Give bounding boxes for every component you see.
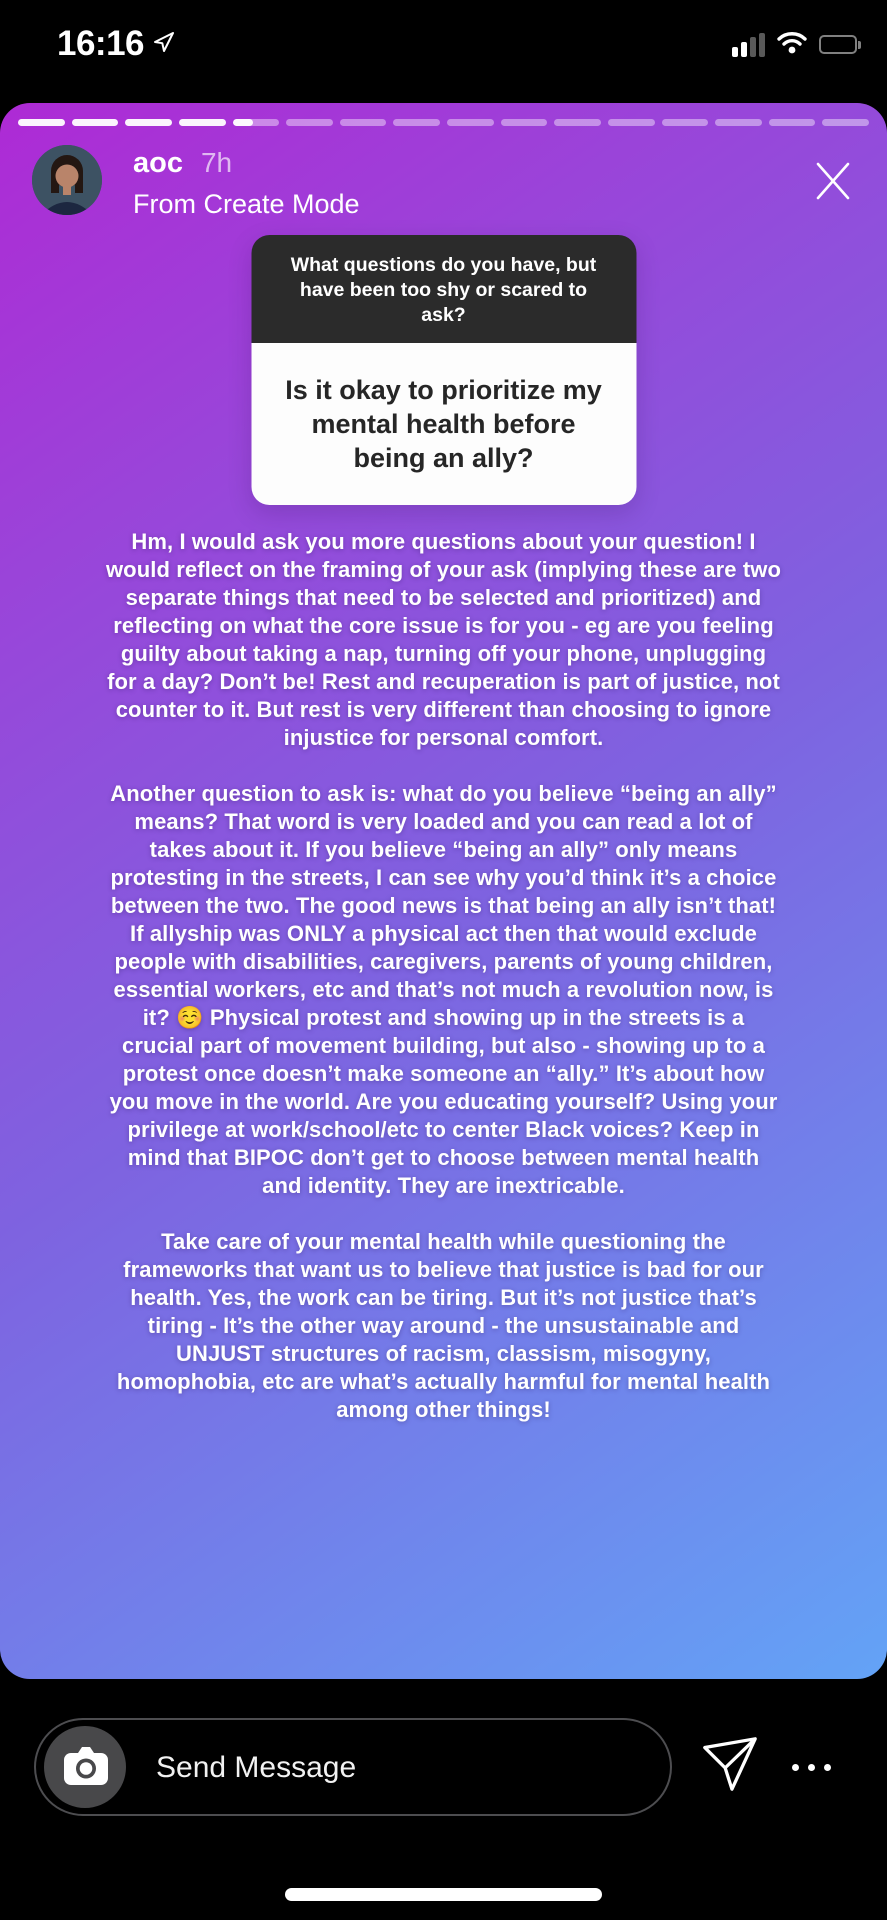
story-timestamp: 7h [200,147,233,178]
progress-segment [179,119,226,126]
question-sticker[interactable] [251,235,636,505]
paper-plane-icon [699,1733,761,1800]
story-paragraph: Take care of your mental health while questioning the frameworks that want us to believe that justice is bad for our health. Yes, the work can be tiring. But it’s not justice that’s tiring - It’s the other way around - the unsustainable and UNJUST structures of racism, classism, misogyny, homophobia, etc are what’s actually harmful for mental health among other things! [116,1229,771,1422]
progress-segment [125,119,172,126]
home-indicator[interactable] [285,1888,602,1901]
progress-segment [662,119,709,126]
story-paragraph: Hm, I would ask you more questions about your question! I would reflect on the framing of your ask (implying these are two separate things that need to be selected and prioritized) and reflecting on what the core issue is for you - eg are you feeling guilty about taking a nap, turning off your phone, unplugging for a day? Don’t be! Rest and recuperation is part of justice, not counter to it. But rest is very different than choosing to ignore injustice for personal comfort. [105,529,782,750]
progress-segment [608,119,655,126]
progress-segment [715,119,762,126]
story-header [32,145,857,225]
share-button[interactable] [698,1734,762,1798]
avatar[interactable] [32,145,102,215]
location-icon [152,30,176,59]
camera-icon [57,1737,113,1798]
camera-button[interactable] [44,1726,126,1808]
message-pill[interactable] [34,1718,672,1816]
story-paragraph: Another question to ask is: what do you believe “being an ally” means? That word is very loaded and you can read a lot of takes about it. If you believe “being an ally” only means protesting in the streets, I can see why you’d think it’s a choice between the two. The good news is that being an ally isn’t that! If allyship was ONLY a physical act then that would exclude people with disabilities, caregivers, parents of young children, essential workers, etc and that’s not much a revolution now, is it? ☺️ Physical protest and showing up in the streets is a crucial part of movement building, but also - showing up to a protest once doesn’t make someone an “ally.” It’s about how you move in the world. Are you educating yourself? Using your privilege at work/school/etc to center Black voices? Keep in mind that BIPOC don’t get to choose between mental health and identity. They are inextricable. [109,781,778,1198]
clock: 16:16 [57,24,145,63]
progress-segment [554,119,601,126]
question-sticker-response: Is it okay to prioritize my mental health before being an ally? [251,343,636,505]
progress-segment [233,119,280,126]
close-icon [810,158,856,209]
progress-segment [769,119,816,126]
cellular-signal-icon [732,33,765,57]
bottom-bar [0,1679,887,1920]
message-input[interactable] [154,1720,638,1816]
story-body-text [106,528,782,1424]
wifi-icon [776,30,808,59]
status-bar [0,0,887,100]
progress-segment [501,119,548,126]
more-options-button[interactable] [792,1757,831,1777]
progress-segment [822,119,869,126]
more-dot [808,1764,815,1771]
more-dot [824,1764,831,1771]
story-source-label: From Create Mode [133,189,360,219]
progress-segment [286,119,333,126]
progress-segment [340,119,387,126]
progress-segment [393,119,440,126]
username[interactable]: aoc [133,147,183,179]
battery-icon [819,35,862,54]
progress-segment [72,119,119,126]
question-sticker-prompt: What questions do you have, but have been too shy or scared to ask? [251,235,636,343]
progress-segment [447,119,494,126]
story-card[interactable] [0,103,887,1679]
close-button[interactable] [809,159,857,207]
progress-segment [18,119,65,126]
progress-bar [18,119,869,126]
more-dot [792,1764,799,1771]
